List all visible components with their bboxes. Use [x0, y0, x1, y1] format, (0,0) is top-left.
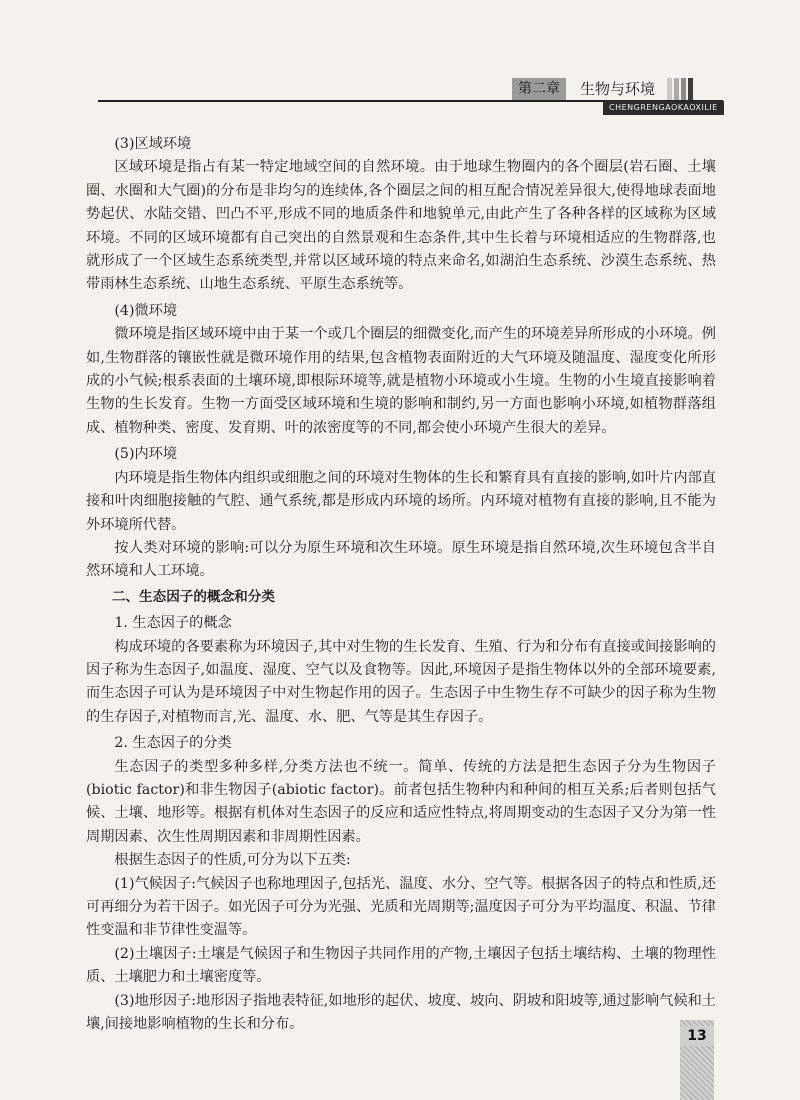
paragraph: 内环境是指生物体内组织或细胞之间的环境对生物体的生长和繁育具有直接的影响,如叶片内部直接和叶肉细胞接触的气腔、通气系统,都是形成内环境的场所。内环境对植物有直接的影响,且不能为外环境所代替。	[86, 469, 716, 533]
paragraph: (1)气候因子:气候因子也称地理因子,包括光、温度、水分、空气等。根据各因子的特点和性质,还可再细分为若干因子。如光因子可分为光强、光质和光周期等;温度因子可分为平均温度、积温、节律性变温和非节律性变温等。	[86, 875, 716, 939]
subheading: 1. 生态因子的概念	[114, 615, 232, 632]
paragraph: 根据生态因子的性质,可分为以下五类:	[114, 852, 351, 869]
paragraph: 区域环境是指占有某一特定地域空间的自然环境。由于地球生物圈内的各个圈层(岩石圈、土壤圈、水圈和大气圈)的分布是非均匀的连续体,各个圈层之间的相互配合情况差异很大,使得地球表面地势起伏、水陆交错、凹凸不平,形成不同的地质条件和地貌单元,由此产生了各种各样的区域称为区域环境。不同的区域环境都有自己突出的自然景观和生态条件,其中生长着与环境相适应的生物群落,也就形成了一个区域生态系统类型,并常以区域环境的特点来命名,如湖泊生态系统、沙漠生态系统、热带雨林生态系统、山地生态系统、平原生态系统等。	[86, 159, 716, 293]
page-body	[86, 130, 716, 1036]
decorative-bars-icon	[667, 78, 693, 100]
section-heading: 二、生态因子的概念和分类	[111, 588, 275, 605]
subheading: (5)内环境	[114, 446, 178, 463]
paragraph: 生态因子的类型多种多样,分类方法也不统一。简单、传统的方法是把生态因子分为生物因子(biotic factor)和非生物因子(abiotic factor)。前者包括生物种内和种间的相互关系;后者则包括气候、土壤、地形等。根据有机体对生态因子的反应和适应性特点,将周期变动的生态因子又分为第一性周期因素、次生性周期因素和非周期性因素。	[86, 758, 716, 845]
page-header	[0, 0, 800, 120]
page-number: 13	[680, 1026, 714, 1046]
chapter-title: 生物与环境	[580, 80, 656, 98]
subheading: (3)区域环境	[114, 136, 192, 152]
subheading: 2. 生态因子的分类	[114, 735, 232, 752]
paragraph: (3)地形因子:地形因子指地表特征,如地形的起伏、坡度、坡向、阴坡和阳坡等,通过影响气候和土壤,间接地影响植物的生长和分布。	[86, 992, 716, 1033]
paragraph: 构成环境的各要素称为环境因子,其中对生物的生长发育、生殖、行为和分布有直接或间接影响的因子称为生态因子,如温度、湿度、空气以及食物等。因此,环境因子是指生物体以外的全部环境要素,而生态因子可认为是环境因子中对生物起作用的因子。生态因子中生物生存不可缺少的因子称为生物的生存因子,对植物而言,光、温度、水、肥、气等是其生存因子。	[86, 638, 716, 725]
series-subtitle: CHENGRENGAOKAOXILIE	[603, 101, 724, 115]
paragraph: 按人类对环境的影响:可以分为原生环境和次生环境。原生环境是指自然环境,次生环境包含半自然环境和人工环境。	[86, 539, 716, 580]
paragraph: 微环境是指区域环境中由于某一个或几个圈层的细微变化,而产生的环境差异所形成的小环境。例如,生物群落的镶嵌性就是微环境作用的结果,包含植物表面附近的大气环境及随温度、湿度变化所形成的小气候;根系表面的土壤环境,即根际环境等,就是植物小环境或小生境。生物的小生境直接影响着生物的生长发育。生物一方面受区域环境和生境的影响和制约,另一方面也影响小环境,如植物群落组成、植物种类、密度、发育期、叶的浓密度等的不同,都会使小环境产生很大的差异。	[86, 326, 716, 436]
chapter-label: 第二章	[512, 78, 566, 100]
paragraph: (2)土壤因子:土壤是气候因子和生物因子共同作用的产物,土壤因子包括土壤结构、土壤的物理性质、土壤肥力和土壤密度等。	[86, 945, 716, 986]
subheading: (4)微环境	[114, 302, 178, 319]
